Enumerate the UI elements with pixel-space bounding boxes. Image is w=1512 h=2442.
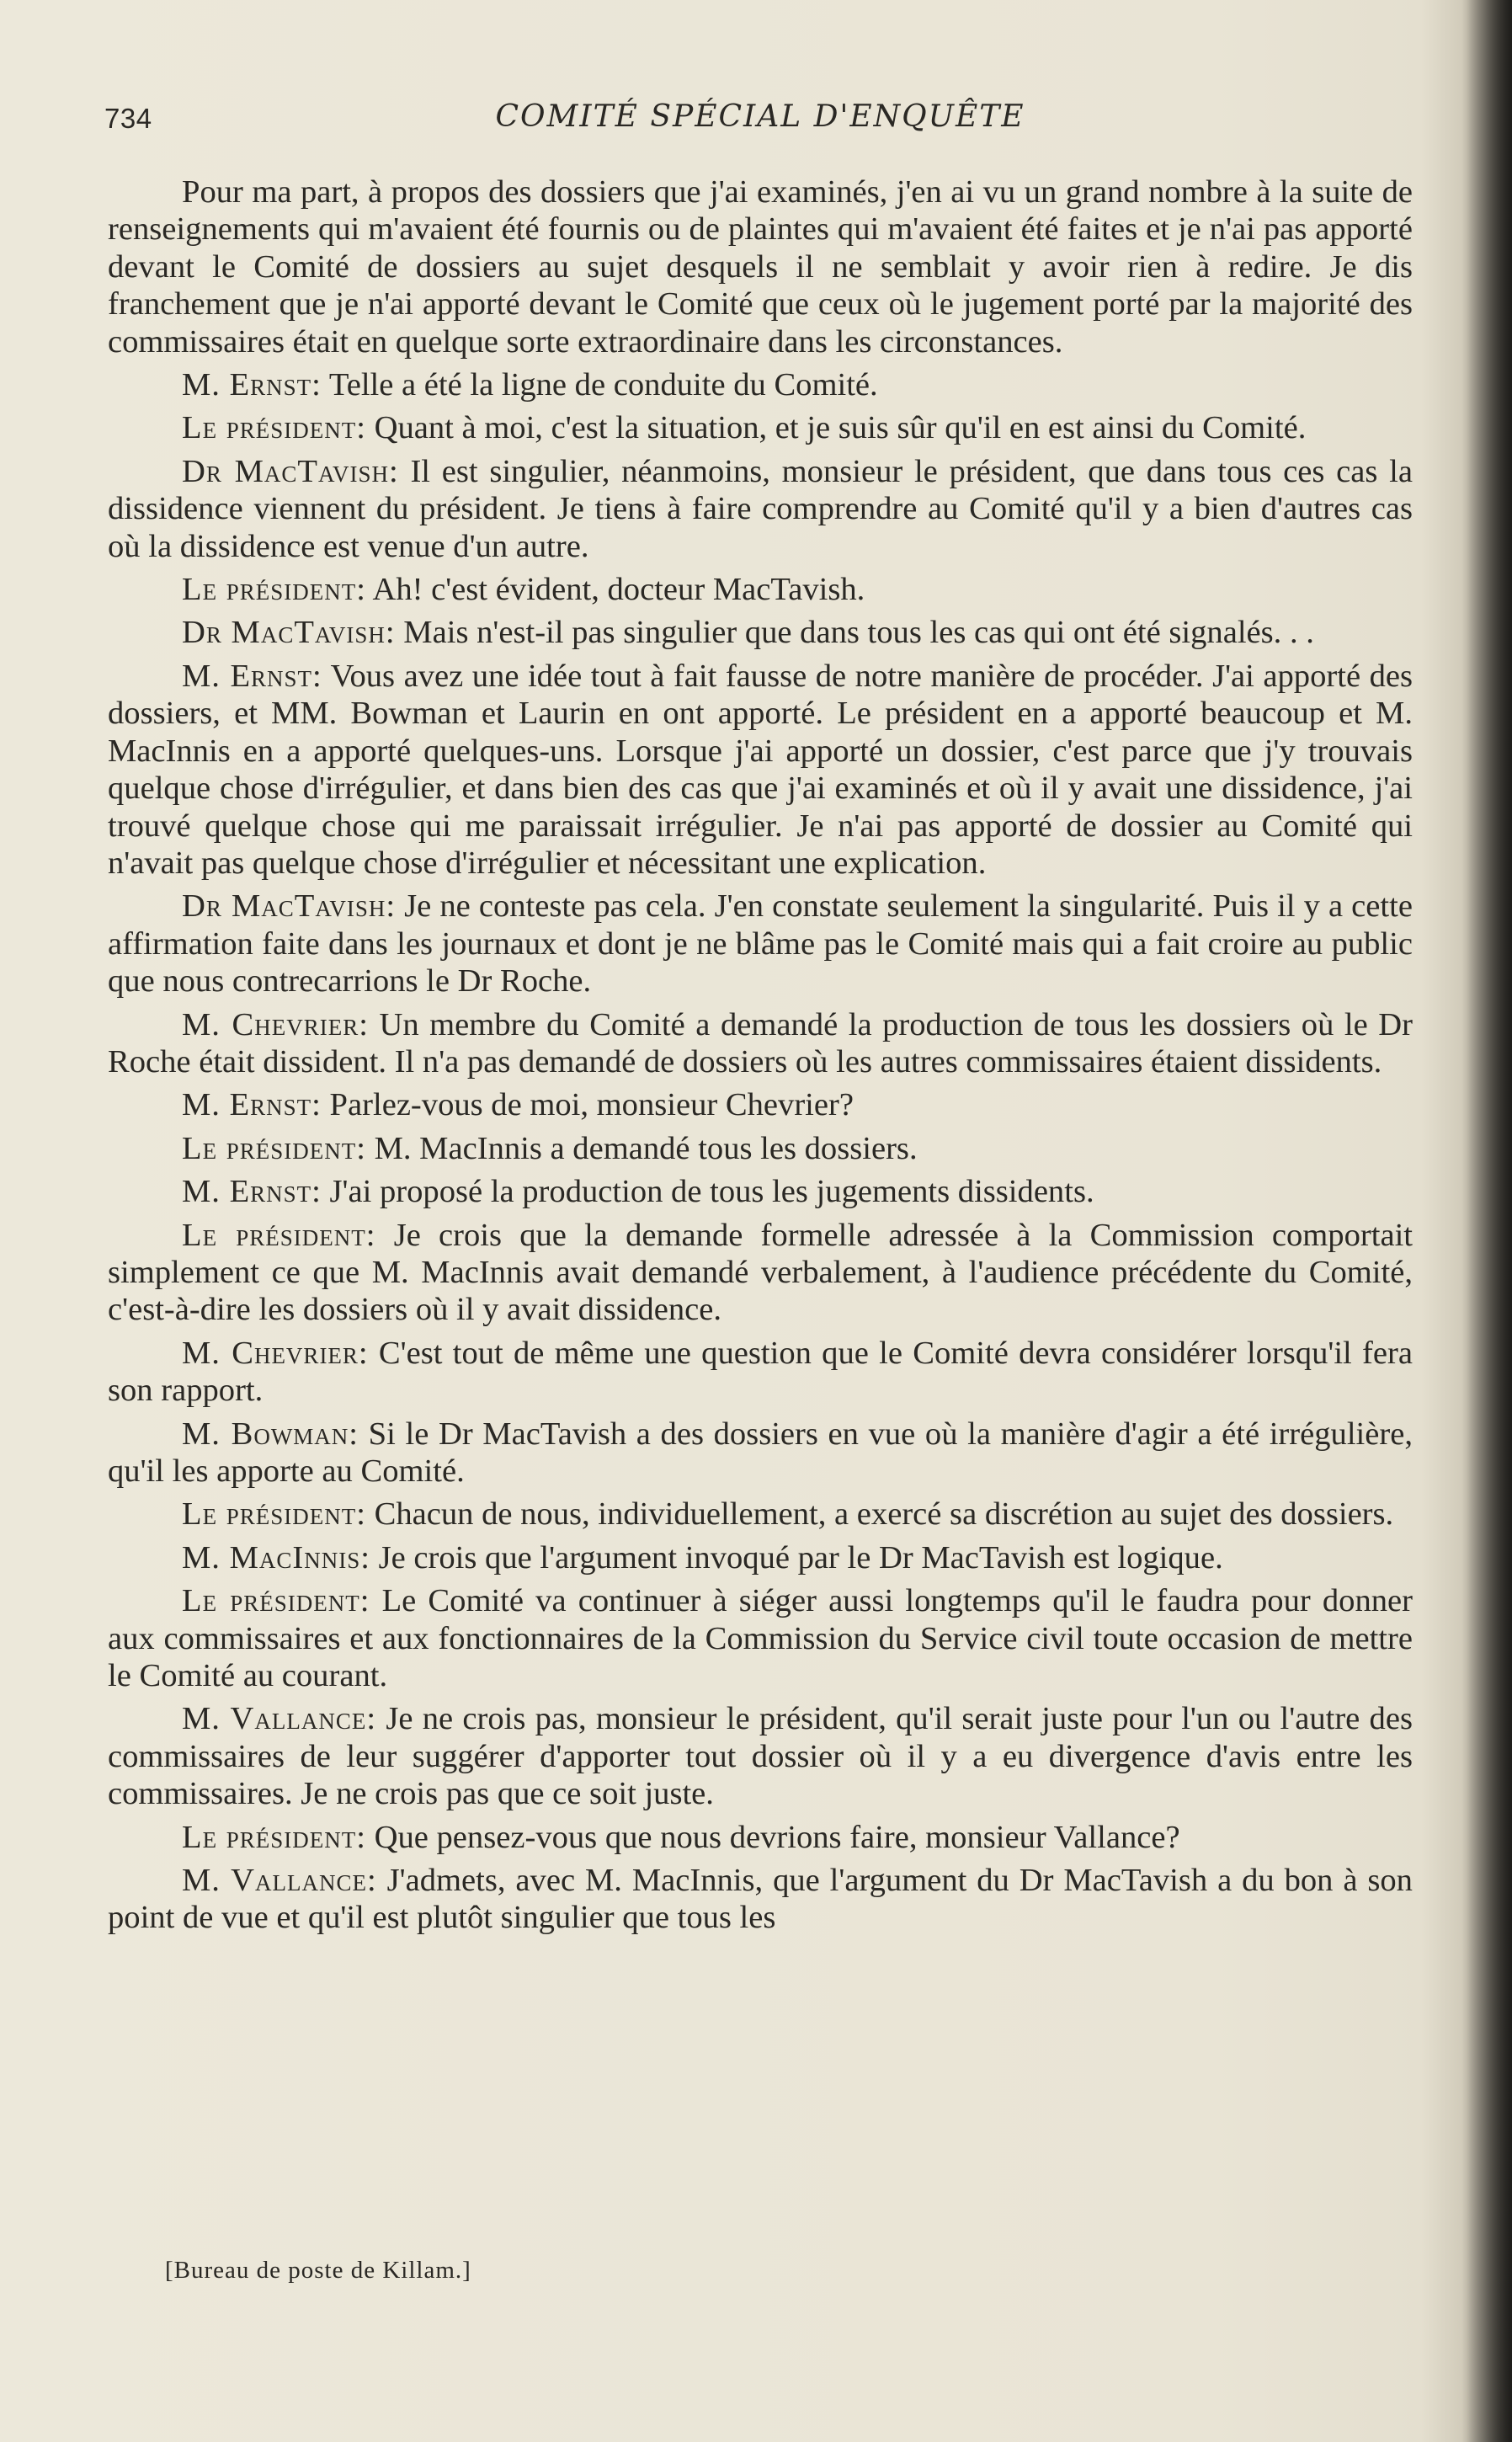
- speaker-name: Le président:: [182, 410, 366, 446]
- speaker-name: Le président:: [182, 1130, 366, 1166]
- speaker-name: M. Vallance:: [182, 1701, 377, 1737]
- speech-paragraph: [108, 1582, 1413, 1694]
- page-number: 734: [104, 103, 152, 134]
- speech-text: Je ne crois pas, monsieur le président, qu'il serait juste pour l'un ou l'autre des commissaires de leur suggérer d'apporter tout dossier où il y a eu divergence d'avis entre les commissaires. Je ne crois pas que ce soit juste.: [108, 1701, 1413, 1812]
- speech-paragraph: [108, 1539, 1413, 1576]
- speaker-name: Le président:: [182, 572, 366, 608]
- speech-text: Parlez-vous de moi, monsieur Chevrier?: [329, 1087, 854, 1123]
- speech-paragraph: [108, 1700, 1413, 1812]
- speech-paragraph: [108, 658, 1413, 882]
- speech-paragraph: [108, 888, 1413, 1000]
- speaker-name: M. Ernst:: [182, 367, 322, 403]
- speech-text: Vous avez une idée tout à fait fausse de notre manière de procéder. J'ai apporté des dossiers, et MM. Bowman et Laurin en ont apporté. Le président en a apporté beaucoup et M. MacInnis en a apporté quelques-uns. Lorsque j'ai apporté un dossier, c'est parce que j'y trouvais quelque chose d'irrégulier, et dans bien des cas que j'ai examinés et où il y avait une dissidence, j'ai trouvé quelque chose qui me paraissait irrégulier. Je n'ai pas apporté de dossier au Comité qui n'avait pas quelque chose d'irrégulier et nécessitant une explication.: [108, 658, 1414, 881]
- speech-text: Je crois que la demande formelle adressée à la Commission comportait simplement ce que M. MacInnis avait demandé verbalement, à l'audience précédente du Comité, c'est-à-dire les dossiers où il y avait dissidence.: [108, 1217, 1413, 1328]
- speaker-name: Dr MacTavish:: [182, 453, 399, 489]
- footnote: [Bureau de poste de Killam.]: [165, 2257, 471, 2284]
- speech-text: Telle a été la ligne de conduite du Comité.: [328, 367, 878, 403]
- speech-text: Que pensez-vous que nous devrions faire, monsieur Vallance?: [374, 1819, 1180, 1855]
- speech-text: Il est singulier, néanmoins, monsieur le président, que dans tous ces cas la dissidence viennent du président. Je tiens à faire comprendre au Comité qu'il y a bien d'autres cas où la dissidence est venue d'un autre.: [108, 453, 1413, 564]
- speaker-name: M. Chevrier:: [182, 1335, 369, 1371]
- speaker-name: M. Ernst:: [182, 658, 322, 694]
- speech-text: J'admets, avec M. MacInnis, que l'argument du Dr MacTavish a du bon à son point de vue et qu'il est plutôt singulier que tous les: [108, 1863, 1413, 1936]
- speech-text: Le Comité va continuer à siéger aussi longtemps qu'il le faudra pour donner aux commissaires et aux fonctionnaires de la Commission du Service civil toute occasion de mettre le Comité au courant.: [108, 1583, 1413, 1694]
- speech-paragraph: [108, 1862, 1413, 1937]
- body-text: [108, 173, 1413, 1943]
- speech-paragraph: [108, 1819, 1413, 1856]
- running-title: COMITÉ SPÉCIAL D'ENQUÊTE: [495, 99, 1025, 134]
- page-binding-shadow: [1461, 0, 1512, 2442]
- speech-paragraph: [108, 1130, 1413, 1167]
- speech-paragraph: [108, 571, 1413, 608]
- speaker-name: M. Ernst:: [182, 1174, 322, 1210]
- paragraph-intro: [108, 173, 1413, 360]
- speech-paragraph: [108, 1086, 1413, 1123]
- speech-text: Je crois que l'argument invoqué par le Dr MacTavish est logique.: [378, 1539, 1223, 1576]
- speech-text: Un membre du Comité a demandé la production de tous les dossiers où le Dr Roche était dissident. Il n'a pas demandé de dossiers où les autres commissaires étaient dissidents.: [108, 1006, 1413, 1080]
- speaker-name: M. Chevrier:: [182, 1006, 369, 1042]
- speech-text: Chacun de nous, individuellement, a exercé sa discrétion au sujet des dossiers.: [374, 1496, 1394, 1533]
- speech-paragraph: [108, 1416, 1413, 1490]
- speaker-name: Le président:: [182, 1217, 376, 1253]
- speaker-name: Le président:: [182, 1583, 370, 1619]
- speech-text: Si le Dr MacTavish a des dossiers en vue où la manière d'agir a été irrégulière, qu'il les apporte au Comité.: [108, 1416, 1413, 1489]
- speech-text: Mais n'est-il pas singulier que dans tous les cas qui ont été signalés. . .: [403, 615, 1314, 651]
- speech-text: Quant à moi, c'est la situation, et je suis sûr qu'il en est ainsi du Comité.: [374, 410, 1307, 446]
- speaker-name: M. Bowman:: [182, 1416, 359, 1452]
- speech-paragraph: [108, 1217, 1413, 1329]
- speaker-name: M. MacInnis:: [182, 1539, 370, 1576]
- speaker-name: M. Ernst:: [182, 1087, 322, 1123]
- speech-text: J'ai proposé la production de tous les jugements dissidents.: [329, 1174, 1094, 1210]
- speech-text: Ah! c'est évident, docteur MacTavish.: [372, 572, 865, 608]
- speaker-name: Le président:: [182, 1819, 366, 1855]
- speech-text: C'est tout de même une question que le Comité devra considérer lorsqu'il fera son rapport.: [108, 1335, 1413, 1409]
- speech-paragraph: [108, 409, 1413, 446]
- speaker-name: Dr MacTavish:: [182, 615, 396, 651]
- speech-paragraph: [108, 614, 1413, 651]
- speech-paragraph: [108, 366, 1413, 403]
- speaker-name: Dr MacTavish:: [182, 888, 397, 925]
- speech-paragraph: [108, 1496, 1413, 1533]
- paragraph-text: Pour ma part, à propos des dossiers que j'ai examinés, j'en ai vu un grand nombre à la suite de renseignements qui m'avaient été fournis ou de plaintes qui m'avaient été faites et je n'ai pas apporté devant le Comité de dossiers au sujet desquels il ne semblait y avoir rien à redire. Je dis franchement que je n'ai apporté devant le Comité que ceux où le jugement porté par la majorité des commissaires était en quelque sorte extraordinaire dans les circonstances.: [108, 174, 1413, 360]
- speech-text: Je ne conteste pas cela. J'en constate seulement la singularité. Puis il y a cette affirmation faite dans les journaux et dont je ne blâme pas le Comité mais qui a fait croire au public que nous contrecarrions le Dr Roche.: [108, 888, 1413, 1000]
- speaker-name: M. Vallance:: [182, 1863, 377, 1899]
- speech-paragraph: [108, 1173, 1413, 1210]
- page-header: [104, 99, 1416, 150]
- speech-paragraph: [108, 453, 1413, 565]
- speech-paragraph: [108, 1335, 1413, 1410]
- speech-paragraph: [108, 1006, 1413, 1081]
- speaker-name: Le président:: [182, 1496, 366, 1533]
- speech-text: M. MacInnis a demandé tous les dossiers.: [374, 1130, 918, 1166]
